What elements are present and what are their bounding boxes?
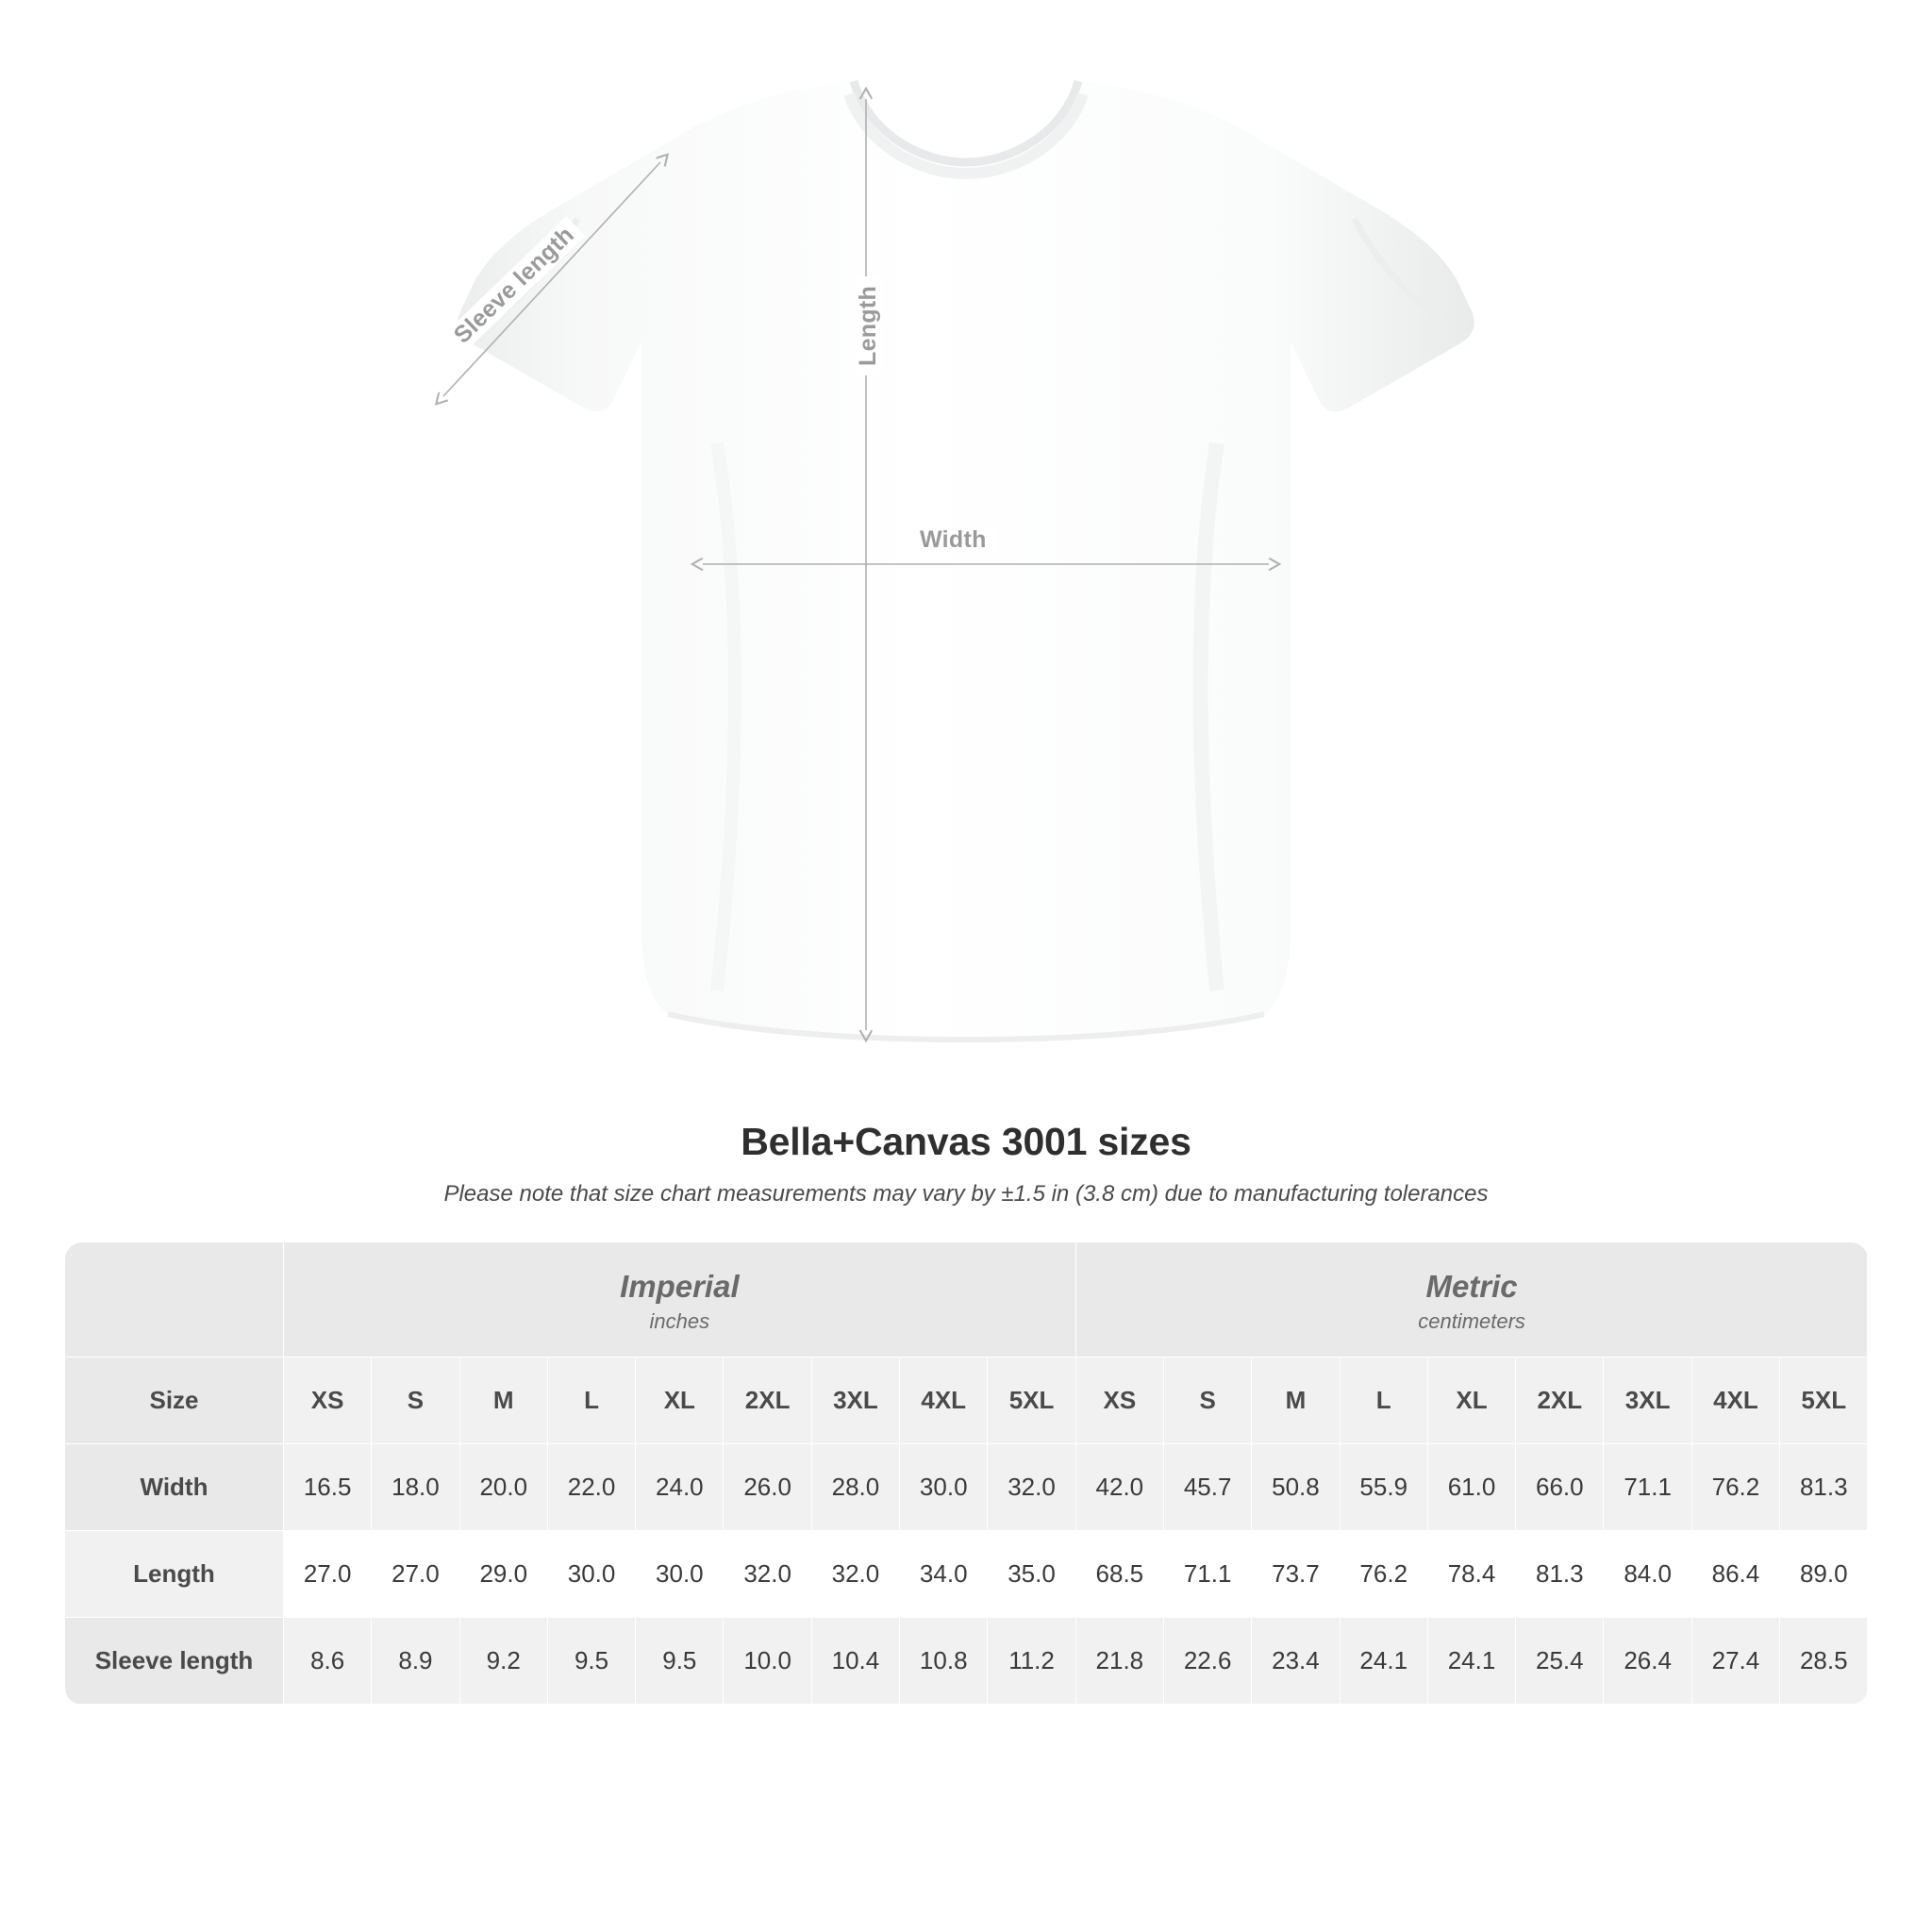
size-column-header: 2XL xyxy=(724,1357,811,1444)
table-cell: 20.0 xyxy=(459,1444,547,1531)
table-cell: 28.5 xyxy=(1780,1618,1868,1705)
row-label-length: Length xyxy=(65,1531,284,1618)
table-cell: 34.0 xyxy=(900,1531,988,1618)
table-cell: 27.4 xyxy=(1691,1618,1779,1705)
size-header-cell: Size xyxy=(65,1357,284,1444)
table-cell: 26.4 xyxy=(1604,1618,1691,1705)
table-cell: 8.6 xyxy=(284,1618,372,1705)
size-column-header: XL xyxy=(636,1357,724,1444)
table-cell: 26.0 xyxy=(724,1444,811,1531)
row-label-width: Width xyxy=(65,1444,284,1531)
page-title: Bella+Canvas 3001 sizes xyxy=(741,1120,1191,1163)
table-corner-cell xyxy=(65,1242,284,1357)
table-row xyxy=(65,1618,1868,1705)
table-cell: 29.0 xyxy=(459,1531,547,1618)
table-cell: 22.0 xyxy=(547,1444,635,1531)
table-cell: 28.0 xyxy=(811,1444,899,1531)
table-cell: 10.8 xyxy=(900,1618,988,1705)
table-cell: 30.0 xyxy=(636,1531,724,1618)
table-cell: 76.2 xyxy=(1691,1444,1779,1531)
table-cell: 21.8 xyxy=(1075,1618,1163,1705)
table-cell: 18.0 xyxy=(372,1444,459,1531)
table-cell: 81.3 xyxy=(1516,1531,1604,1618)
table-cell: 78.4 xyxy=(1427,1531,1515,1618)
table-cell: 81.3 xyxy=(1780,1444,1868,1531)
table-unit-header-row xyxy=(65,1242,1868,1357)
table-cell: 25.4 xyxy=(1516,1618,1604,1705)
size-column-header: L xyxy=(1340,1357,1427,1444)
table-cell: 22.6 xyxy=(1163,1618,1251,1705)
table-cell: 9.2 xyxy=(459,1618,547,1705)
table-cell: 10.4 xyxy=(811,1618,899,1705)
table-cell: 27.0 xyxy=(284,1531,372,1618)
table-cell: 73.7 xyxy=(1252,1531,1340,1618)
unit-group-imperial xyxy=(284,1242,1076,1357)
size-column-header: 4XL xyxy=(900,1357,988,1444)
table-cell: 23.4 xyxy=(1252,1618,1340,1705)
table-cell: 76.2 xyxy=(1340,1531,1427,1618)
table-cell: 24.1 xyxy=(1340,1618,1427,1705)
table-cell: 32.0 xyxy=(988,1444,1075,1531)
table-cell: 89.0 xyxy=(1780,1531,1868,1618)
table-cell: 30.0 xyxy=(547,1531,635,1618)
table-cell: 42.0 xyxy=(1075,1444,1163,1531)
table-cell: 8.9 xyxy=(372,1618,459,1705)
sleeve-length-label: Sleeve length xyxy=(443,216,585,355)
size-column-header: XS xyxy=(1075,1357,1163,1444)
size-table-container xyxy=(64,1241,1868,1705)
tshirt-body xyxy=(458,81,1474,1040)
table-cell: 27.0 xyxy=(372,1531,459,1618)
table-cell: 68.5 xyxy=(1075,1531,1163,1618)
title-block xyxy=(0,1120,1932,1208)
table-cell: 30.0 xyxy=(900,1444,988,1531)
unit-group-metric xyxy=(1075,1242,1868,1357)
size-table xyxy=(64,1241,1868,1705)
size-column-header: XL xyxy=(1427,1357,1515,1444)
size-column-header: L xyxy=(547,1357,635,1444)
table-cell: 71.1 xyxy=(1604,1444,1691,1531)
table-cell: 71.1 xyxy=(1163,1531,1251,1618)
size-column-header: 3XL xyxy=(1604,1357,1691,1444)
size-column-header: 5XL xyxy=(1780,1357,1868,1444)
size-column-header: S xyxy=(372,1357,459,1444)
table-cell: 35.0 xyxy=(988,1531,1075,1618)
table-cell: 16.5 xyxy=(284,1444,372,1531)
size-column-header: M xyxy=(1252,1357,1340,1444)
size-column-header: XS xyxy=(284,1357,372,1444)
size-column-header: M xyxy=(459,1357,547,1444)
unit-system-name: Imperial xyxy=(620,1269,740,1304)
table-cell: 32.0 xyxy=(724,1531,811,1618)
table-cell: 45.7 xyxy=(1163,1444,1251,1531)
size-column-header: S xyxy=(1163,1357,1251,1444)
table-cell: 66.0 xyxy=(1516,1444,1604,1531)
size-column-header: 5XL xyxy=(988,1357,1075,1444)
tolerance-note: Please note that size chart measurements may vary by ±1.5 in (3.8 cm) due to manufacturing tolerances xyxy=(443,1181,1489,1207)
table-cell: 84.0 xyxy=(1604,1531,1691,1618)
unit-system-name: Metric xyxy=(1425,1269,1518,1304)
table-cell: 24.0 xyxy=(636,1444,724,1531)
table-cell: 32.0 xyxy=(811,1531,899,1618)
table-cell: 50.8 xyxy=(1252,1444,1340,1531)
row-label-sleeve-length: Sleeve length xyxy=(65,1618,284,1705)
table-cell: 10.0 xyxy=(724,1618,811,1705)
table-row xyxy=(65,1444,1868,1531)
size-column-header: 3XL xyxy=(811,1357,899,1444)
table-row xyxy=(65,1531,1868,1618)
size-column-header: 4XL xyxy=(1691,1357,1779,1444)
table-cell: 9.5 xyxy=(636,1618,724,1705)
size-column-header: 2XL xyxy=(1516,1357,1604,1444)
table-cell: 11.2 xyxy=(988,1618,1075,1705)
width-label: Width xyxy=(910,526,996,554)
length-label: Length xyxy=(855,276,882,375)
table-cell: 61.0 xyxy=(1427,1444,1515,1531)
table-size-header-row xyxy=(65,1357,1868,1444)
table-cell: 9.5 xyxy=(547,1618,635,1705)
table-cell: 86.4 xyxy=(1691,1531,1779,1618)
unit-name: inches xyxy=(649,1309,710,1334)
table-cell: 24.1 xyxy=(1427,1618,1515,1705)
table-cell: 55.9 xyxy=(1340,1444,1427,1531)
unit-name: centimeters xyxy=(1418,1309,1525,1334)
